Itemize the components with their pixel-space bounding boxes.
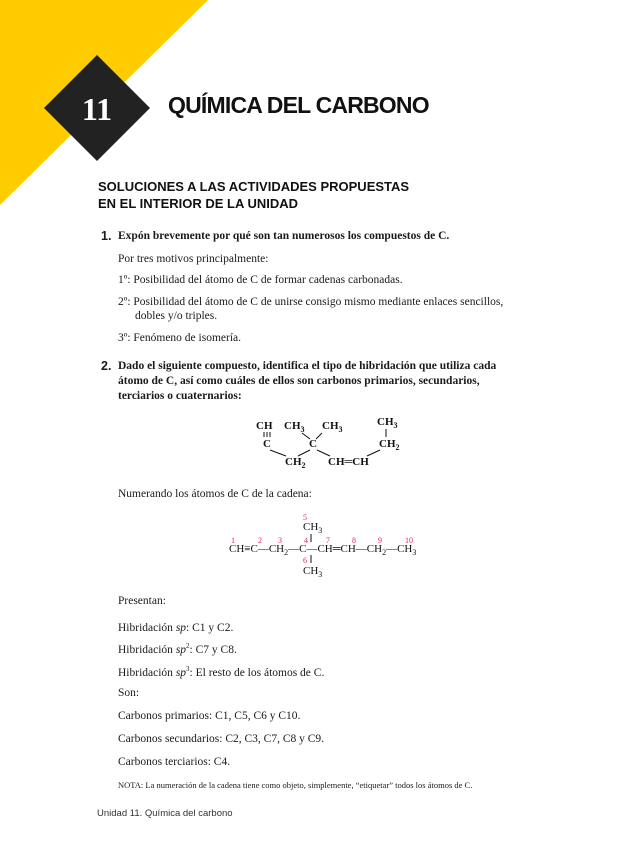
question-1-number: 1.: [101, 229, 112, 243]
q1-item-3: 3º: Fenómeno de isomería.: [118, 332, 242, 344]
chain-top-ch3: $CH_3$: [303, 521, 323, 535]
structure-chch: CH═CH: [328, 456, 369, 468]
structure-ch-label: CH: [256, 420, 273, 432]
presentan-label: Presentan:: [118, 595, 166, 607]
q1-item-2-line1: 2º: Posibilidad del átomo de C de unirse consigo mismo mediante enlaces sencillos,: [118, 296, 504, 308]
atom-number-8: 8: [352, 536, 356, 545]
numbering-intro: Numerando los átomos de C de la cadena:: [118, 488, 312, 500]
atom-number-10: 10: [405, 536, 413, 545]
hybridization-sp2: Hibridación $sp^2$: C7 y C8.: [118, 642, 237, 656]
atom-number-3: 3: [278, 536, 282, 545]
question-2-number: 2.: [101, 359, 112, 373]
chapter-number: 11: [81, 91, 113, 127]
hybridization-sp3: Hibridación $sp^3$: El resto de los átomos de C.: [118, 665, 325, 679]
q1-item-2-line2: dobles y/o triples.: [135, 310, 218, 322]
q1-item-1: 1º: Posibilidad del átomo de C de formar cadenas carbonadas.: [118, 274, 403, 286]
son-label: Son:: [118, 687, 140, 699]
nota: NOTA: La numeración de la cadena tiene como objeto, simplemente, “etiquetar” todos los átomos de C.: [118, 780, 473, 790]
structure-c-left: C: [263, 438, 271, 450]
atom-number-6: 6: [303, 556, 307, 565]
numbered-chain: [225, 510, 440, 582]
question-2-line3: terciarios o cuaternarios:: [118, 390, 242, 402]
structure-ch2-b: $CH_2$: [379, 438, 400, 452]
structure-ch3-b: $CH_3$: [322, 420, 343, 434]
question-2-line1: Dado el siguiente compuesto, identifica el tipo de hibridación que utiliza cada: [118, 360, 497, 372]
question-1-text: Expón brevemente por qué son tan numerosos los compuestos de C.: [118, 230, 450, 242]
section-heading-line2: EN EL INTERIOR DE LA UNIDAD: [98, 196, 299, 211]
atom-number-5: 5: [303, 513, 307, 522]
structure-ch3-c: $CH_3$: [377, 416, 398, 430]
atom-number-2: 2: [258, 536, 262, 545]
atom-number-7: 7: [326, 536, 330, 545]
carbonos-terciarios: Carbonos terciarios: C4.: [118, 756, 231, 768]
q1-intro: Por tres motivos principalmente:: [118, 253, 269, 265]
section-heading-line1: SOLUCIONES A LAS ACTIVIDADES PROPUESTAS: [98, 179, 410, 194]
atom-number-4: 4: [304, 536, 308, 545]
carbonos-primarios: Carbonos primarios: C1, C5, C6 y C10.: [118, 710, 301, 722]
atom-number-9: 9: [378, 536, 382, 545]
section-heading: [98, 178, 409, 212]
chain-formula: $CH\equiv C—CH_2—C—CH═CH—CH_2—CH_3$: [229, 543, 417, 557]
hybridization-sp: Hibridación sp: C1 y C2.: [118, 621, 234, 634]
structure-ch2-a: $CH_2$: [285, 456, 306, 470]
atom-number-1: 1: [231, 536, 235, 545]
molecule-structure: [240, 413, 420, 475]
page-footer: Unidad 11. Química del carbono: [97, 808, 233, 819]
question-2-line2: átomo de C, así como cuáles de ellos son carbonos primarios, secundarios,: [118, 375, 480, 387]
structure-ch3-a: $CH_3$: [284, 420, 305, 434]
chapter-title: QUÍMICA DEL CARBONO: [168, 92, 429, 118]
chain-bottom-ch3: $CH_3$: [303, 565, 323, 579]
structure-c-center: C: [309, 438, 317, 450]
carbonos-secundarios: Carbonos secundarios: C2, C3, C7, C8 y C9.: [118, 733, 325, 745]
